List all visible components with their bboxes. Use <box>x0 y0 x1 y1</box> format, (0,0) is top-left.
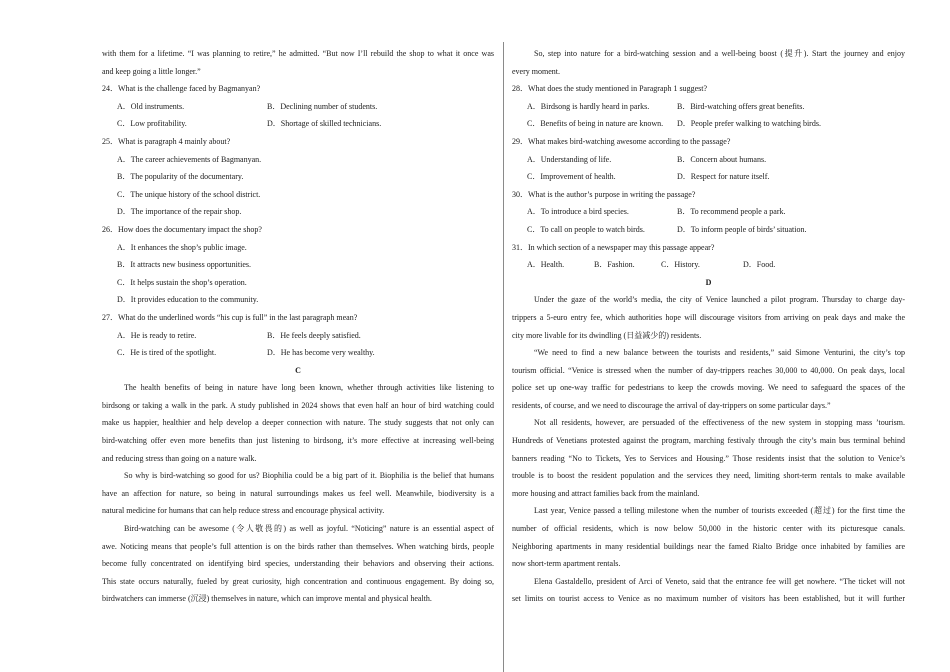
text-line: awe. Noticing means that people’s full attention is on the birds rather than themselves. When watching birds, people <box>102 541 494 551</box>
text-line: now short-term apartment rentals. <box>512 559 621 569</box>
option-b: B．It attracts new business opportunities. <box>117 260 251 270</box>
option-a: A．Birdsong is hardly heard in parks. <box>527 101 650 111</box>
text-line: become fully concentrated on identifying bird species, understanding their behaviors and observing their actions. <box>102 559 494 569</box>
text-line: and keep going a little longer.” <box>102 66 201 76</box>
text-line: number of official residents, which is now below 50,000 in the historic center with its picturesque canals. <box>512 524 905 534</box>
question-28-stem: 28．What does the study mentioned in Paragraph 1 suggest? <box>512 84 708 94</box>
question-24-options-row <box>102 98 494 116</box>
text-line: trippers a 5-euro entry fee, which authorities hope will discourage visitors from arriving on peak days and make the <box>512 312 905 322</box>
text-line: bird-watching offer even more benefits than just listening to birdsong, it’s more effective at increasing well-being <box>102 436 494 446</box>
option-d: D．The importance of the repair shop. <box>117 207 242 217</box>
option-a: A．The career achievements of Bagmanyan. <box>117 154 262 164</box>
option-d: D．People prefer walking to watching birds. <box>677 119 821 129</box>
section-heading-d: D <box>705 277 712 287</box>
option-b: B．Declining number of students. <box>267 101 378 111</box>
option-c: C．Low profitability. <box>117 119 187 129</box>
option-d: D．To inform people of birds’ situation. <box>677 224 807 234</box>
text-line: natural medicine for humans that can help reduce stress and encourage physical activity. <box>102 506 385 516</box>
text-line: make us happier, healthier and help develop a deeper connection with nature. The study suggests that not only can <box>102 418 494 428</box>
text-line: birdwatchers can immerse (沉浸) themselves in nature, which can improve mental and physical health. <box>102 594 432 604</box>
text-line: The health benefits of being in nature have long been known, whether through activities like listening to <box>124 383 494 393</box>
option-b: B．He feels deeply satisfied. <box>267 330 361 340</box>
text-line: Hundreds of Venetians protested against the program, marching festivaly through the city’s main bus terminal behind <box>512 436 905 446</box>
question-29-options-row <box>512 151 905 169</box>
option-a: A．Health. <box>527 260 565 270</box>
text-line: Under the gaze of the world’s media, the city of Venice launched a pilot program. Thursday to charge day- <box>534 295 905 305</box>
text-line: Last year, Venice passed a telling milestone when the number of tourists exceeded (超过) for the first time the <box>534 506 905 516</box>
question-24-options-row <box>102 115 494 133</box>
option-c: C．It helps sustain the shop’s operation. <box>117 277 247 287</box>
option-c: C．History. <box>661 260 700 270</box>
text-line: Not all residents, however, are persuaded of the effectiveness of the new system in stopping mass ’tourism. <box>534 418 905 428</box>
text-line: and reducing stress than going on a nature walk. <box>102 453 257 463</box>
right-column <box>512 45 905 608</box>
text-line: Neighboring apartments in many residential buildings near the famed Rialto Bridge once inhabited by families are <box>512 541 905 551</box>
text-line: This state occurs naturally, fueled by great curiosity, high concentration and continuous engagement. By doing so, <box>102 576 494 586</box>
text-line: birdsong or taking a walk in the park. A study published in 2024 shows that even half an hour of bird watching could <box>102 400 494 410</box>
option-d: D．It provides education to the community. <box>117 295 259 305</box>
text-line: every moment. <box>512 66 560 76</box>
question-31-stem: 31．In which section of a newspaper may this passage appear? <box>512 242 715 252</box>
text-line: have an affection for nature, so being in natural surroundings makes us feel well. Meanwhile, biodiversity is a <box>102 488 494 498</box>
text-line: more housing and attract families back from the mainland. <box>512 488 700 498</box>
question-28-options-row <box>512 115 905 133</box>
text-line: trouble is to boost the resident population and the services they need, limiting short-term rentals to make available <box>512 471 905 481</box>
option-c: C．He is tired of the spotlight. <box>117 348 217 358</box>
text-line: city more livable for its dwindling (日益减少的) residents. <box>512 330 702 340</box>
text-line: banners reading “No to Tickets, Yes to Services and Housing.” Those residents insist that the solution to Venice’s <box>512 453 905 463</box>
text-line: So, step into nature for a bird-watching session and a well-being boost (提升). Start the journey and enjoy <box>534 49 905 58</box>
option-b: B．The popularity of the documentary. <box>117 172 244 182</box>
option-a: A．Old instruments. <box>117 101 185 111</box>
column-divider <box>503 42 504 672</box>
option-c: C．Improvement of health. <box>527 172 616 182</box>
question-30-options-row <box>512 221 905 239</box>
question-27-stem: 27．What do the underlined words “his cup is full” in the last paragraph mean? <box>102 312 358 322</box>
option-c: C．The unique history of the school district. <box>117 189 261 199</box>
question-25-stem: 25．What is paragraph 4 mainly about? <box>102 136 231 146</box>
question-27-options-row <box>102 344 494 362</box>
section-heading-c: C <box>295 365 301 375</box>
option-d: D．Respect for nature itself. <box>677 172 770 182</box>
text-line: with them for a lifetime. “I was planning to retire,” he admitted. “But now I’ll rebuild the shop to what it once was <box>102 49 494 58</box>
option-c: C．To call on people to watch birds. <box>527 224 645 234</box>
option-c: C．Benefits of being in nature are known. <box>527 119 664 129</box>
question-29-options-row <box>512 168 905 186</box>
option-b: B．Fashion. <box>594 260 635 270</box>
text-line: Bird-watching can be awesome (令人敬畏的) as well as joyful. “Noticing” nature is an essential aspect of <box>124 524 494 534</box>
option-a: A．Understanding of life. <box>527 154 612 164</box>
text-line: Elena Gastaldello, president of Arci of Veneto, said that the entrance fee will get nowhere. “The ticket will not <box>534 576 905 586</box>
option-d: D．Shortage of skilled technicians. <box>267 119 382 129</box>
text-line: set limits on tourist access to Venice as no maximum number of visitors has been established, but it will further <box>512 594 905 604</box>
question-27-options-row <box>102 327 494 345</box>
option-a: A．To introduce a bird species. <box>527 207 629 217</box>
option-d: D．He has become very wealthy. <box>267 348 375 358</box>
text-line: police set up one-way traffic for pedestrians to keep the crowds moving. We need to safeguard the spaces of the <box>512 383 905 393</box>
question-30-stem: 30．What is the author’s purpose in writing the passage? <box>512 189 696 199</box>
left-column <box>102 45 494 608</box>
option-a: A．He is ready to retire. <box>117 330 197 340</box>
text-line: So why is bird-watching so good for us? Biophilia could be a big part of it. Biophilia is the belief that humans <box>124 471 494 481</box>
option-b: B．Bird-watching offers great benefits. <box>677 101 805 111</box>
option-a: A．It enhances the shop’s public image. <box>117 242 247 252</box>
text-line: “We need to find a new balance between the tourists and residents,” said Simone Venturini, the city’s top <box>534 348 905 358</box>
option-b: B．Concern about humans. <box>677 154 767 164</box>
text-line: tourism official. “Venice is stressed when the number of day-trippers reaches 30,000 to 40,000. On peak days, local <box>512 365 905 375</box>
option-b: B．To recommend people a park. <box>677 207 786 217</box>
question-26-stem: 26．How does the documentary impact the shop? <box>102 224 262 234</box>
question-28-options-row <box>512 98 905 116</box>
question-29-stem: 29．What makes bird-watching awesome according to the passage? <box>512 136 731 146</box>
question-31-options-row <box>512 256 905 274</box>
question-24-stem: 24．What is the challenge faced by Bagmanyan? <box>102 84 261 94</box>
text-line: residents, of course, and we need to discourage the arrival of day-trippers on some particular days.” <box>512 400 831 410</box>
question-30-options-row <box>512 203 905 221</box>
option-d: D．Food. <box>743 260 776 270</box>
